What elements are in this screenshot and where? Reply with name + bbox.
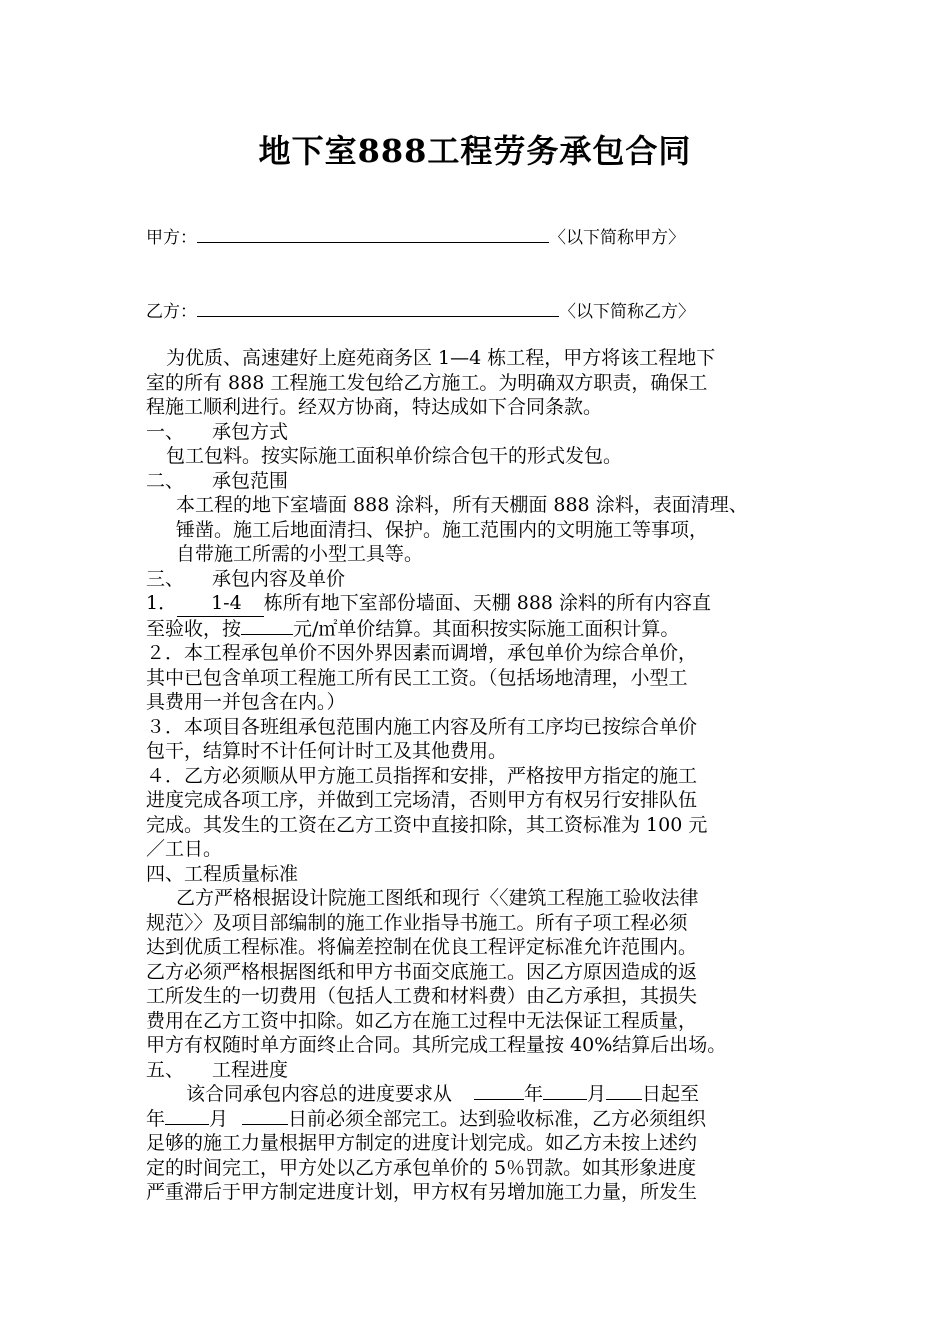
document-title: 地下室888工程劳务承包合同 — [258, 132, 692, 170]
section-2-line: 锤凿。施工后地面清扫、保护。施工范围内的文明施工等事项， — [176, 518, 709, 541]
building-range-blank: 1-4 — [177, 591, 264, 617]
section-5-line: 定的时间完工，甲方处以乙方承包单价的 5％罚款。如其形象进度 — [146, 1156, 697, 1179]
section-1-heading: 一、 承包方式 — [146, 420, 289, 443]
party-b-label: 乙方： — [146, 302, 197, 322]
section-3-item-3: ３．本项目各班组承包范围内施工内容及所有工序均已按综合单价 — [146, 715, 698, 738]
section-4-heading: 四、工程质量标准 — [146, 862, 299, 885]
party-a-blank — [197, 226, 549, 243]
end-month-blank — [165, 1124, 209, 1125]
section-4-line: 乙方必须严格根据图纸和甲方书面交底施工。因乙方原因造成的返 — [146, 960, 698, 983]
party-a-suffix: 〈以下简称甲方〉 — [549, 228, 685, 248]
section-4-line: 乙方严格根据设计院施工图纸和现行〈〈建筑工程施工验收法律 — [176, 887, 699, 909]
party-b-suffix: 〈以下简称乙方〉 — [559, 302, 695, 322]
section-3-heading: 三、 承包内容及单价 — [146, 567, 346, 590]
section-1-text: 包工包料。按实际施工面积单价综合包干的形式发包。 — [166, 445, 623, 467]
start-month-blank — [543, 1099, 587, 1100]
section-2-heading: 二、 承包范围 — [146, 469, 289, 492]
party-b-blank — [197, 300, 559, 317]
party-b-line — [146, 300, 695, 324]
section-5-heading: 五、 工程进度 — [146, 1058, 289, 1081]
section-4-line: 费用在乙方工资中扣除。如乙方在施工过程中无法保证工程质量， — [146, 1009, 698, 1032]
section-2-line: 自带施工所需的小型工具等。 — [176, 543, 424, 565]
section-5-line-2: 年 月 日前必须全部完工。达到验收标准，乙方必须组织 — [146, 1107, 707, 1130]
intro-line: 室的所有 888 工程施工发包给乙方施工。为明确双方职责，确保工 — [146, 371, 708, 394]
party-a-label: 甲方： — [146, 228, 197, 248]
section-3-item-4: 完成。其发生的工资在乙方工资中直接扣除，其工资标准为 100 元 — [146, 813, 708, 836]
end-day-blank — [242, 1124, 288, 1125]
section-3-item-1-cont: 至验收，按 元/㎡单价结算。其面积按实际施工面积计算。 — [146, 617, 680, 640]
section-3-item-2: 其中已包含单项工程施工所有民工工资。（包括场地清理，小型工 — [146, 666, 688, 689]
section-5-line-1: 该合同承包内容总的进度要求从 年 月 日起至 — [186, 1083, 700, 1105]
section-4-line: 甲方有权随时单方面终止合同。其所完成工程量按 40%结算后出场。 — [146, 1034, 727, 1056]
section-3-item-2: ２．本工程承包单价不因外界因素而调增，承包单价为综合单价， — [146, 642, 698, 664]
start-year-blank — [474, 1099, 524, 1100]
section-3-item-4: ／工日。 — [146, 838, 223, 860]
party-a-line — [146, 226, 685, 250]
intro-line: 为优质、高速建好上庭苑商务区 1—4 栋工程，甲方将该工程地下 — [166, 347, 716, 369]
section-3-item-3: 包干，结算时不计任何计时工及其他费用。 — [146, 740, 508, 762]
section-4-line: 规范〉〉及项目部编制的施工作业指导书施工。所有子项工程必须 — [146, 911, 688, 934]
section-4-line: 工所发生的一切费用（包括人工费和材料费）由乙方承担，其损失 — [146, 985, 698, 1007]
intro-line: 程施工顺利进行。经双方协商，特达成如下合同条款。 — [146, 396, 603, 418]
unit-price-blank — [241, 634, 293, 635]
section-3-item-1: 1． 1-4 栋所有地下室部份墙面、天棚 888 涂料的所有内容直 — [146, 591, 810, 617]
section-5-line: 足够的施工力量根据甲方制定的进度计划完成。如乙方未按上述约 — [146, 1132, 698, 1154]
start-day-blank — [606, 1099, 642, 1100]
section-2-line: 本工程的地下室墙面 888 涂料，所有天棚面 888 涂料，表面清理、 — [176, 494, 748, 516]
section-5-line: 严重滞后于甲方制定进度计划，甲方权有另增加施工力量，所发生 — [146, 1181, 698, 1203]
contract-body — [146, 346, 810, 1205]
section-4-line: 达到优质工程标准。将偏差控制在优良工程评定标准允许范围内。 — [146, 936, 698, 958]
section-3-item-4: 进度完成各项工序，并做到工完场清，否则甲方有权另行安排队伍 — [146, 789, 698, 811]
section-3-item-2: 具费用一并包含在内。） — [146, 691, 346, 713]
section-3-item-4: ４．乙方必须顺从甲方施工员指挥和安排，严格按甲方指定的施工 — [146, 764, 698, 787]
